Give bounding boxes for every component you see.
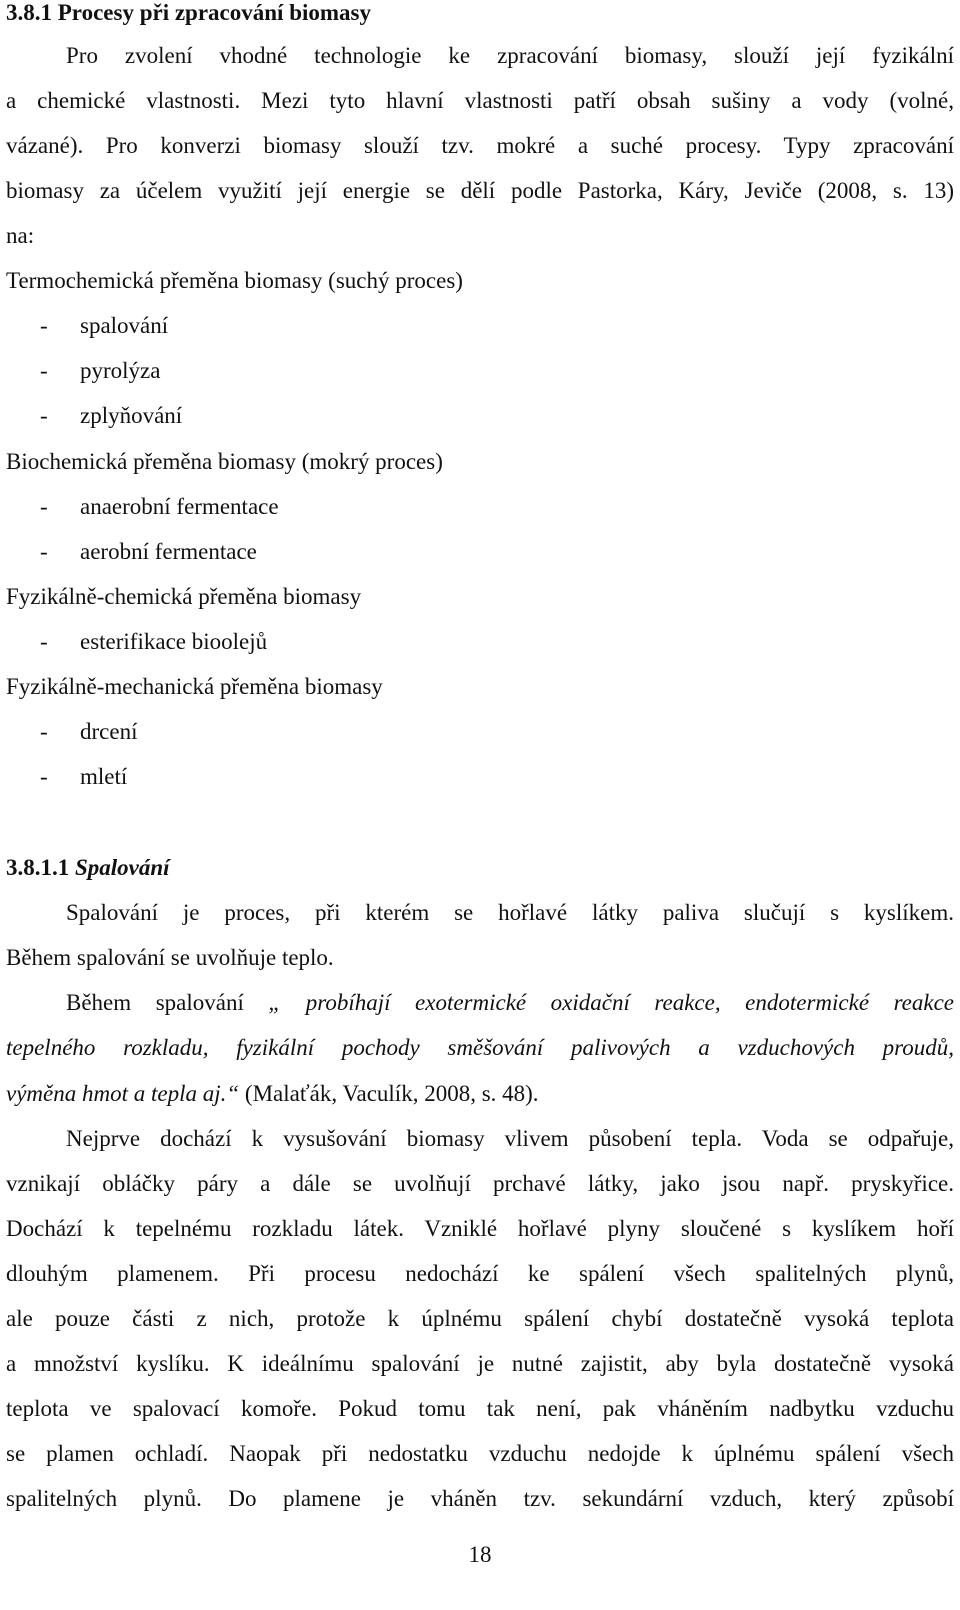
list-item bbox=[40, 537, 960, 567]
paragraph-line: Dochází k tepelnému rozkladu látek. Vzniklé hořlavé plyny sloučené s kyslíkem hoří bbox=[6, 1216, 954, 1241]
list-item bbox=[40, 717, 960, 747]
list-item-label: zplyňování bbox=[80, 403, 183, 428]
list-item bbox=[40, 762, 960, 792]
group-title: Fyzikálně-mechanická přeměna biomasy bbox=[6, 674, 383, 699]
list-item-label: aerobní fermentace bbox=[80, 539, 257, 564]
intro-line: na: bbox=[6, 223, 35, 248]
list-item-label: anaerobní fermentace bbox=[80, 494, 279, 519]
quote-text: „ probíhají exotermické oxidační reakce, endotermické reakce bbox=[268, 990, 955, 1015]
paragraph-line: teplota ve spalovací komoře. Pokud tomu tak není, pak vháněním nadbytku vzduchu bbox=[6, 1396, 954, 1421]
bullet-dash: - bbox=[40, 358, 48, 383]
quote-line: tepelného rozkladu, fyzikální pochody směšování palivových a vzduchových proudů, bbox=[6, 1035, 954, 1060]
list-item bbox=[40, 311, 960, 341]
paragraph-line: spalitelných plynů. Do plamene je vháněn tzv. sekundární vzduch, který způsobí bbox=[6, 1486, 954, 1511]
paragraph-line: Během spalování se uvolňuje teplo. bbox=[6, 945, 334, 970]
paragraph-line: ale pouze části z nich, protože k úplnému spálení chybí dostatečně vysoká teplota bbox=[6, 1306, 954, 1331]
list-item-label: pyrolýza bbox=[80, 358, 161, 383]
subsection-number: 3.8.1.1 bbox=[6, 855, 70, 880]
bullet-dash: - bbox=[40, 494, 48, 519]
quote-line bbox=[66, 988, 954, 1018]
list-item-label: drcení bbox=[80, 719, 138, 744]
list-item bbox=[40, 492, 960, 522]
paragraph-line: se plamen ochladí. Naopak při nedostatku vzduchu nedojde k úplnému spálení všech bbox=[6, 1441, 954, 1466]
group-title: Biochemická přeměna biomasy (mokrý proces) bbox=[6, 449, 443, 474]
intro-line: Pro zvolení vhodné technologie ke zpracování biomasy, slouží její fyzikální bbox=[66, 43, 954, 68]
quote-lead: Během spalování bbox=[66, 990, 269, 1015]
paragraph-line: Spalování je proces, při kterém se hořlavé látky paliva slučují s kyslíkem. bbox=[66, 900, 954, 925]
bullet-dash: - bbox=[40, 403, 48, 428]
section-heading: 3.8.1 Procesy při zpracování biomasy bbox=[6, 0, 371, 25]
list-item-label: spalování bbox=[80, 313, 169, 338]
bullet-dash: - bbox=[40, 629, 48, 654]
group-title: Termochemická přeměna biomasy (suchý proces) bbox=[6, 268, 463, 293]
list-item bbox=[40, 627, 960, 657]
group-title: Fyzikálně-chemická přeměna biomasy bbox=[6, 584, 362, 609]
bullet-dash: - bbox=[40, 313, 48, 338]
list-item-label: mletí bbox=[80, 764, 128, 789]
paragraph-line: Nejprve dochází k vysušování biomasy vlivem působení tepla. Voda se odpařuje, bbox=[66, 1126, 954, 1151]
list-item-label: esterifikace bioolejů bbox=[80, 629, 268, 654]
quote-line bbox=[6, 1079, 954, 1109]
subsection-heading bbox=[6, 853, 954, 883]
bullet-dash: - bbox=[40, 539, 48, 564]
intro-line: biomasy za účelem využití její energie se dělí podle Pastorka, Káry, Jeviče (2008, s. 13) bbox=[6, 178, 954, 203]
subsection-title: Spalování bbox=[75, 855, 170, 880]
list-item bbox=[40, 356, 960, 386]
quote-text: výměna hmot a tepla aj.“ bbox=[6, 1081, 240, 1106]
bullet-dash: - bbox=[40, 719, 48, 744]
list-item bbox=[40, 401, 960, 431]
paragraph-line: a množství kyslíku. K ideálnímu spalování je nutné zajistit, aby byla dostatečně vysoká bbox=[6, 1351, 954, 1376]
citation: (Malaťák, Vaculík, 2008, s. 48). bbox=[239, 1081, 539, 1106]
intro-line: a chemické vlastnosti. Mezi tyto hlavní vlastnosti patří obsah sušiny a vody (volné, bbox=[6, 88, 954, 113]
paragraph-line: dlouhým plamenem. Při procesu nedochází ke spálení všech spalitelných plynů, bbox=[6, 1261, 954, 1286]
page-number: 18 bbox=[468, 1542, 492, 1567]
intro-line: vázané). Pro konverzi biomasy slouží tzv. mokré a suché procesy. Typy zpracování bbox=[6, 133, 954, 158]
paragraph-line: vznikají obláčky páry a dále se uvolňují prchavé látky, jako jsou např. pryskyřice. bbox=[6, 1171, 954, 1196]
bullet-dash: - bbox=[40, 764, 48, 789]
